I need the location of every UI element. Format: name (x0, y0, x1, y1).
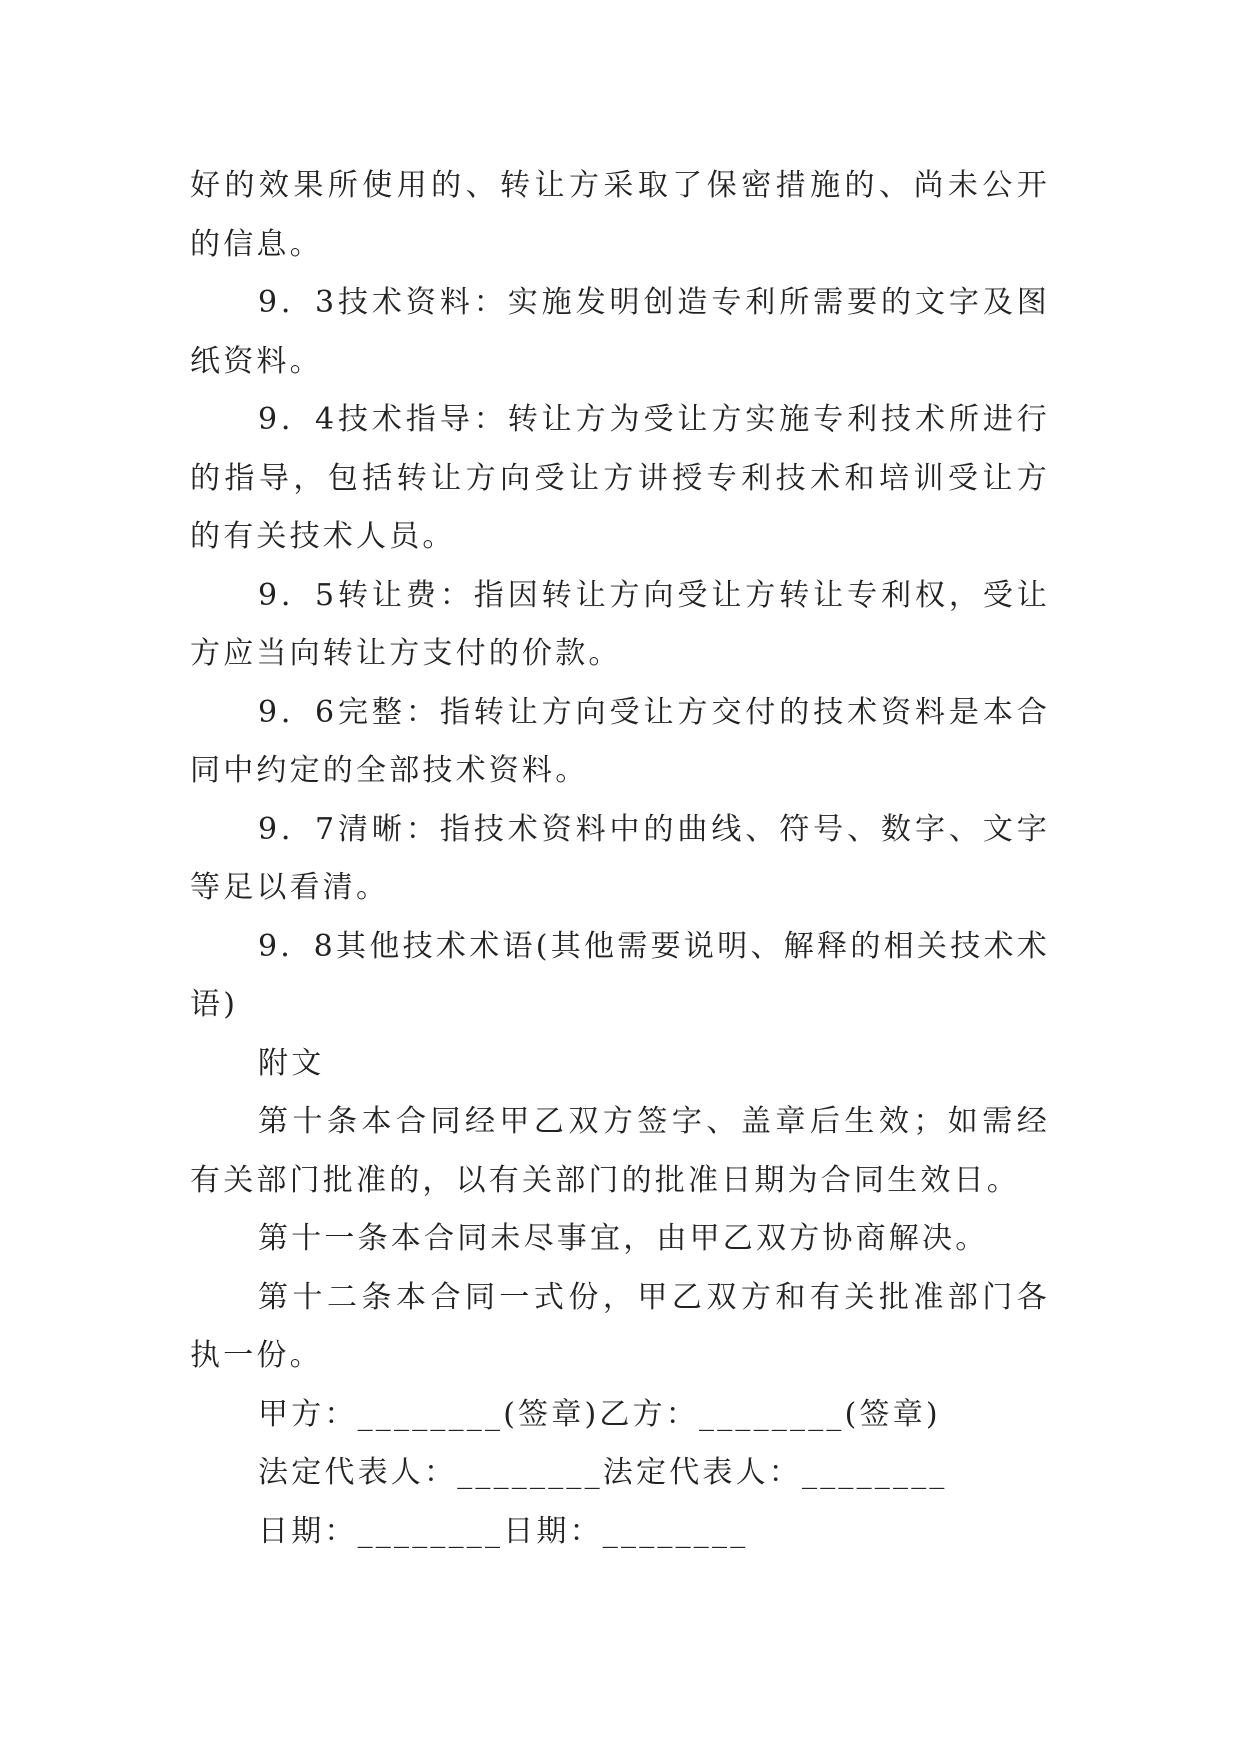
paragraph-9-4: 9．4技术指导：转让方为受让方实施专利技术所进行的指导，包括转让方向受让方讲授专利技术和培训受让方的有关技术人员。 (190, 402, 1050, 554)
document-body (190, 157, 1050, 1561)
article-10: 第十条本合同经甲乙双方签字、盖章后生效；如需经有关部门批准的，以有关部门的批准日期为合同生效日。 (190, 1104, 1050, 1198)
signature-representatives-line: 法定代表人：________法定代表人：________ (258, 1455, 948, 1490)
article-11: 第十一条本合同未尽事宜，由甲乙双方协商解决。 (258, 1221, 989, 1256)
paragraph-9-3: 9．3技术资料：实施发明创造专利所需要的文字及图纸资料。 (190, 285, 1050, 379)
signature-dates-line: 日期：________日期：________ (258, 1513, 749, 1549)
signature-parties-line: 甲方：________(签章)乙方：________(签章) (258, 1396, 941, 1432)
appendix-heading: 附文 (258, 1045, 325, 1081)
paragraph-continuation: 好的效果所使用的、转让方采取了保密措施的、尚未公开的信息。 (190, 168, 1050, 262)
article-12: 第十二条本合同一式份，甲乙双方和有关批准部门各执一份。 (190, 1279, 1050, 1373)
paragraph-9-6: 9．6完整：指转让方向受让方交付的技术资料是本合同中约定的全部技术资料。 (190, 694, 1050, 788)
paragraph-9-8: 9．8其他技术术语(其他需要说明、解释的相关技术术语) (190, 928, 1050, 1022)
paragraph-9-7: 9．7清晰：指技术资料中的曲线、符号、数字、文字等足以看清。 (190, 811, 1050, 905)
paragraph-9-5: 9．5转让费：指因转让方向受让方转让专利权，受让方应当向转让方支付的价款。 (190, 577, 1050, 671)
